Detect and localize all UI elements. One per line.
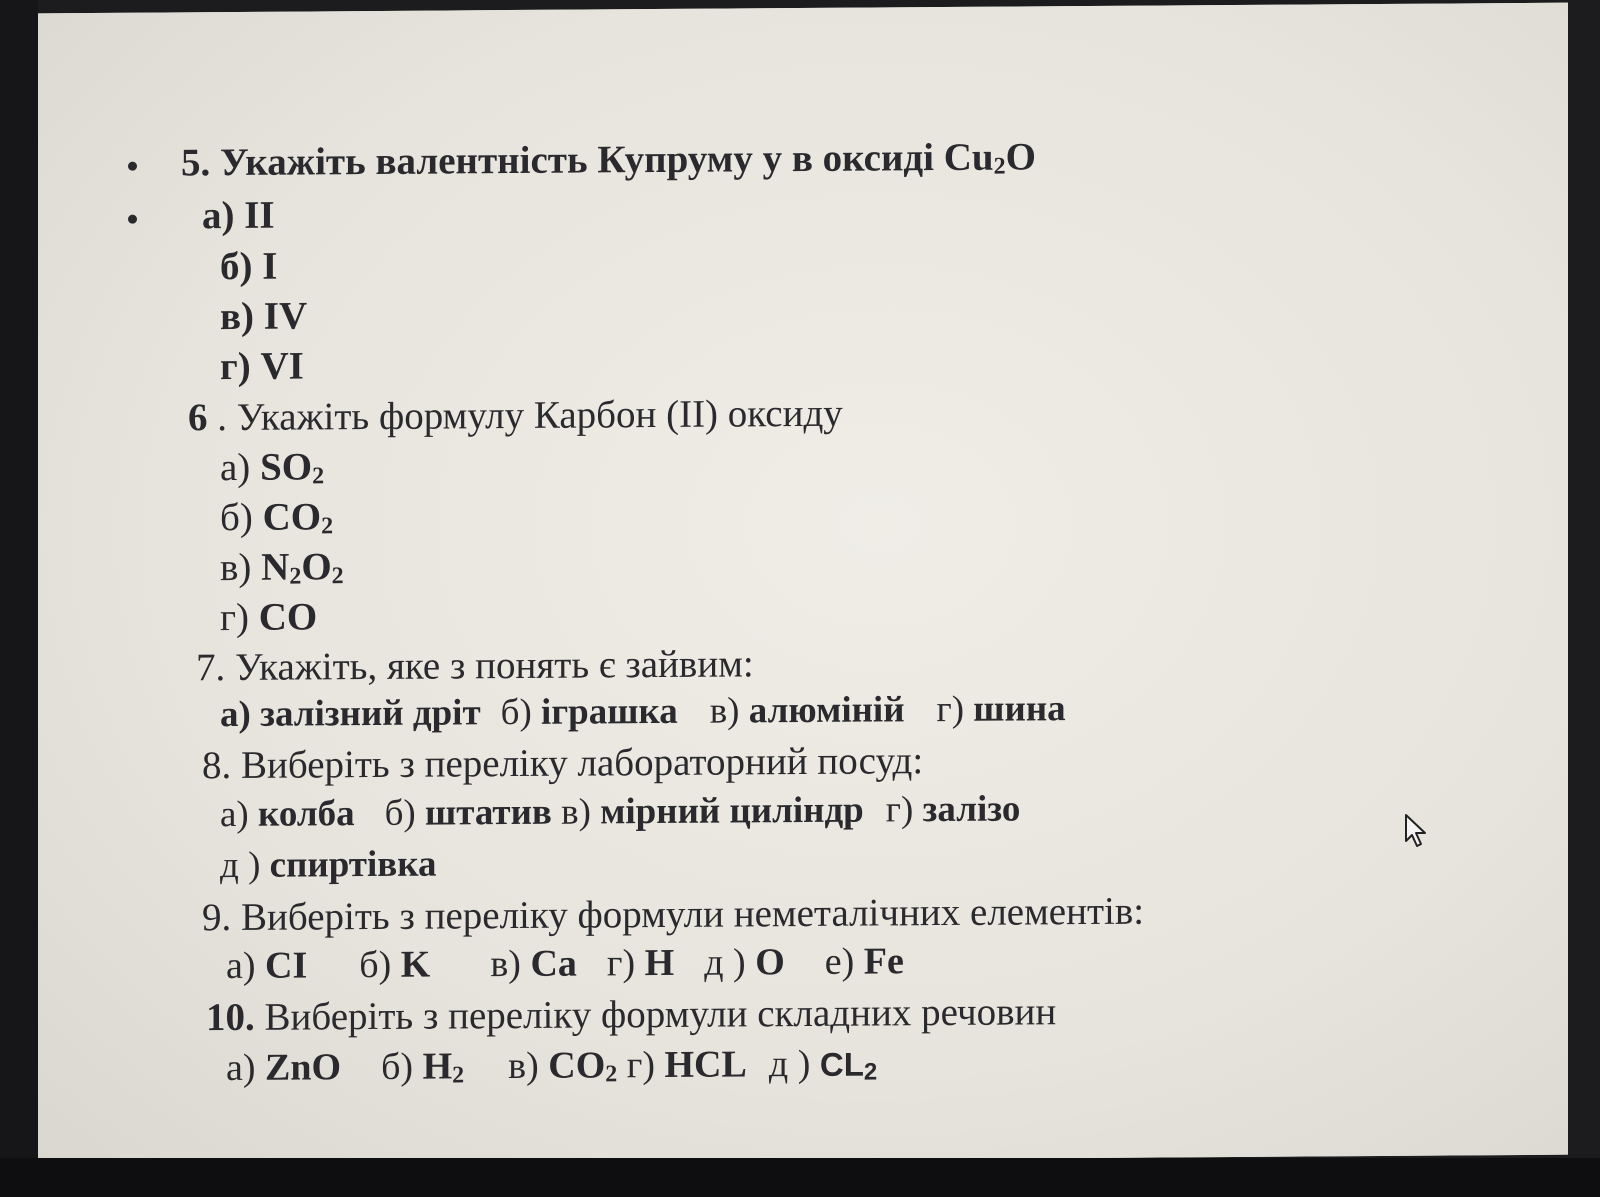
option-6b: б) $CO_2$ (220, 495, 334, 540)
options-7: а) залізний дріт б) іграшка в) алюміній г) шина (220, 688, 1066, 736)
option-7a: а) залізний дріт (220, 692, 481, 736)
option-6d: г) CO (220, 595, 318, 640)
question-5 (181, 135, 1036, 185)
option-9b: K (400, 943, 431, 986)
option-5a: а) II (202, 193, 275, 238)
question-5-formula: $Cu_2O$ (943, 135, 1036, 180)
option-7b: іграшка (541, 690, 678, 733)
question-10-text: Виберіть з переліку формули складних речовин (254, 990, 1057, 1039)
question-9: 9. Виберіть з переліку формули неметалічних елементів: (202, 889, 1145, 940)
option-9e: O (755, 941, 785, 984)
option-6c: в) $N_2O_2$ (220, 545, 344, 590)
option-8a: колба (258, 793, 355, 835)
options-10: а) ZnO б) $H_2$ в) $CO_2$ г) HCL д ) $CL_2$ (226, 1042, 878, 1090)
option-6a: а) $SO_2$ (220, 445, 325, 490)
option-8b: штатив (425, 791, 552, 834)
option-7c: алюміній (748, 689, 905, 732)
question-7: 7. Укажіть, яке з понять є зайвим: (196, 642, 754, 690)
option-8c: мірний циліндр (600, 789, 864, 833)
option-10d: HCL (664, 1043, 747, 1086)
option-8e-line: д ) спиртівка (220, 843, 437, 887)
list-bullet (128, 162, 137, 171)
question-10 (206, 990, 1056, 1040)
option-5b: б) I (220, 244, 278, 289)
question-6-text: . Укажіть формулу Карбон (II) оксиду (207, 391, 843, 440)
question-8: 8. Виберіть з переліку лабораторний посуд: (202, 739, 924, 788)
option-10b: $H_2$ (422, 1045, 465, 1089)
option-9f: Fe (863, 940, 904, 983)
mouse-pointer-icon (1404, 813, 1430, 849)
option-8d: залізо (922, 788, 1021, 831)
list-bullet (128, 215, 137, 224)
option-8e: спиртівка (269, 843, 437, 886)
option-5d: г) VI (220, 344, 304, 389)
question-6 (188, 392, 843, 441)
option-9c: Ca (530, 942, 577, 985)
monitor-bezel-bottom (0, 1158, 1600, 1197)
question-10-number: 10. (206, 995, 255, 1040)
option-7d: шина (973, 688, 1066, 730)
question-6-number: 6 (188, 396, 208, 440)
option-9a: CI (265, 944, 308, 987)
question-5-text: . Укажіть валентність Купруму у в оксиді (200, 136, 944, 185)
document-screen (38, 3, 1568, 1166)
option-5c: в) IV (220, 294, 308, 339)
options-9: а) CI б) K в) Ca г) H д ) O е) Fe (226, 940, 904, 988)
option-10e: $CL_2$ (819, 1045, 878, 1086)
monitor-bezel-left (0, 0, 38, 1197)
option-10c: $CO_2$ (548, 1044, 618, 1088)
question-5-number: 5 (181, 141, 201, 185)
options-8: а) колба б) штатив в) мірний циліндр г) залізо (220, 788, 1021, 836)
option-9d: H (644, 941, 675, 985)
option-10a: ZnO (265, 1046, 342, 1089)
